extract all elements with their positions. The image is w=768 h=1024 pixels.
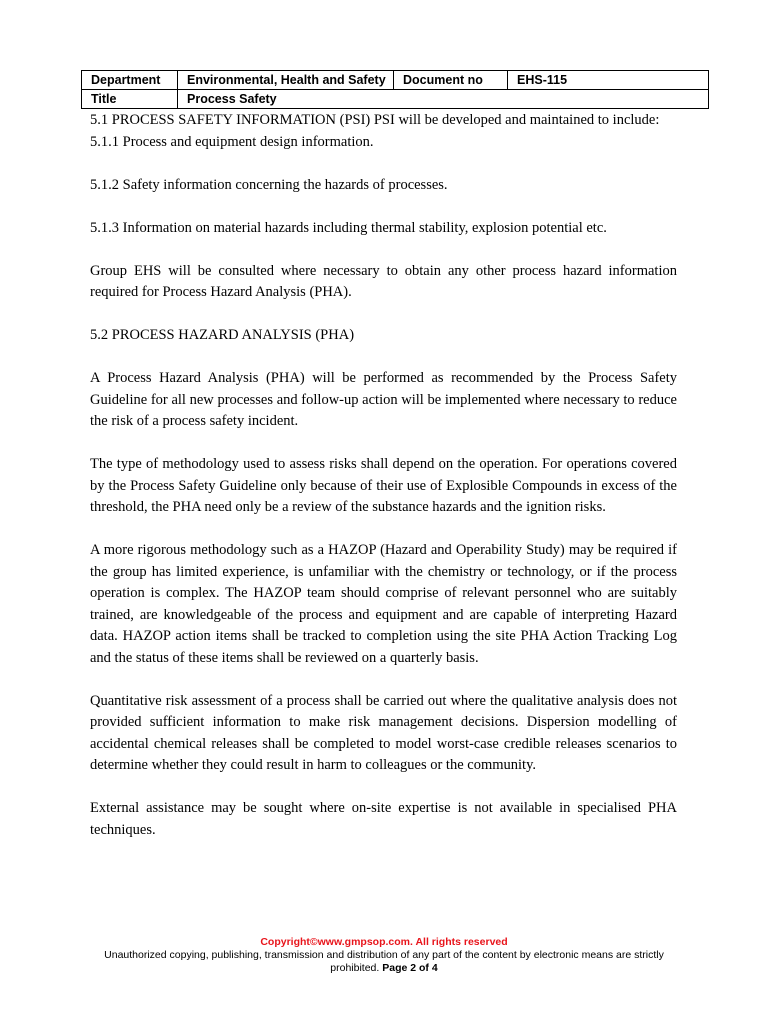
title-label: Title <box>82 90 178 109</box>
page-footer <box>84 936 684 975</box>
item-5-1-1: 5.1.1 Process and equipment design information. <box>90 133 374 150</box>
document-number-value: EHS-115 <box>508 71 709 90</box>
paragraph-pha-performed: A Process Hazard Analysis (PHA) will be performed as recommended by the Process Safety Guideline for all new processes and follow-up action will be implemented where necessary to reduce the risk of a process safety incident. <box>90 370 677 429</box>
paragraph-hazop: A more rigorous methodology such as a HAZOP (Hazard and Operability Study) may be required if the group has limited experience, is unfamiliar with the chemistry or technology, or if the process operation is complex. The HAZOP team should comprise of relevant personnel who are suitably trained, are knowledgeable of the process and equipment and are capable of interpreting Hazard data. HAZOP action items shall be tracked to completion using the site PHA Action Tracking Log and the status of these items shall be reviewed on a quarterly basis. <box>90 542 677 666</box>
department-label: Department <box>82 71 178 90</box>
title-value: Process Safety <box>178 90 709 109</box>
paragraph-group-ehs: Group EHS will be consulted where necessary to obtain any other process hazard information required for Process Hazard Analysis (PHA). <box>90 262 677 300</box>
section-5-1-heading: 5.1 PROCESS SAFETY INFORMATION (PSI) PSI will be developed and maintained to include: <box>90 112 660 128</box>
page-number: Page 2 of 4 <box>382 962 438 974</box>
document-number-label: Document no <box>394 71 508 90</box>
department-value: Environmental, Health and Safety <box>178 71 394 90</box>
document-body <box>90 110 677 863</box>
paragraph-quantitative-risk: Quantitative risk assessment of a process shall be carried out where the qualitative analysis does not provided sufficient information to make risk management decisions. Dispersion modelling of accidental chemical releases shall be completed to model worst-case credible releases scenarios to determine whether they could result in harm to colleagues or the community. <box>90 692 677 773</box>
copyright-notice: Copyright©www.gmpsop.com. All rights reserved <box>260 936 508 948</box>
document-header-table <box>81 70 709 109</box>
section-5-2-heading: 5.2 PROCESS HAZARD ANALYSIS (PHA) <box>90 327 355 343</box>
header-row-department <box>82 71 709 90</box>
distribution-notice: Unauthorized copying, publishing, transmission and distribution of any part of the content by electronic means are strictly prohibited. <box>104 949 664 974</box>
paragraph-methodology: The type of methodology used to assess risks shall depend on the operation. For operations covered by the Process Safety Guideline only because of their use of Explosible Compounds in excess of the threshold, the PHA need only be a review of the substance hazards and the ignition risks. <box>90 456 677 515</box>
item-5-1-2: 5.1.2 Safety information concerning the hazards of processes. <box>90 176 448 193</box>
item-5-1-3: 5.1.3 Information on material hazards including thermal stability, explosion potential etc. <box>90 219 607 236</box>
header-row-title <box>82 90 709 109</box>
paragraph-external-assistance: External assistance may be sought where on-site expertise is not available in specialised PHA techniques. <box>90 800 677 838</box>
